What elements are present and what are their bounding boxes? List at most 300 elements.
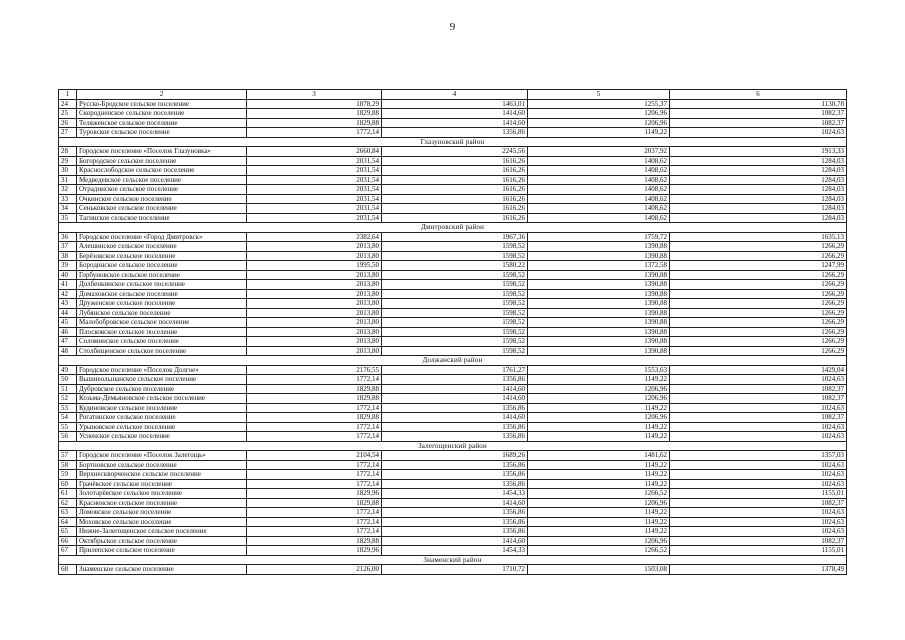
settlement-name-cell: Бородинское сельское поселение: [77, 261, 247, 271]
value-cell-col3: 1772,14: [247, 470, 382, 480]
value-cell-col3: 2013,80: [247, 280, 382, 290]
value-cell-col6: 1155,01: [670, 489, 847, 499]
value-cell-col4: 1356,86: [382, 460, 528, 470]
value-cell-col4: 1598,52: [382, 270, 528, 280]
settlement-name-cell: Золотарёвское сельское поселение: [77, 489, 247, 499]
row-number-cell: 53: [59, 403, 77, 413]
value-cell-col4: 1356,86: [382, 128, 528, 138]
row-number-cell: 46: [59, 327, 77, 337]
value-cell-col3: 2031,54: [247, 175, 382, 185]
settlement-name-cell: Лубянское сельское поселение: [77, 308, 247, 318]
value-cell-col6: 1284,03: [670, 166, 847, 176]
value-cell-col3: 2031,54: [247, 194, 382, 204]
value-cell-col3: 1829,88: [247, 384, 382, 394]
value-cell-col4: 1356,86: [382, 517, 528, 527]
table-row: [59, 536, 847, 546]
value-cell-col5: 1390,88: [528, 280, 670, 290]
value-cell-col4: 1356,86: [382, 375, 528, 385]
table-row: [59, 403, 847, 413]
table-row: [59, 175, 847, 185]
value-cell-col3: 2013,80: [247, 242, 382, 252]
value-cell-col4: 1598,52: [382, 251, 528, 261]
value-cell-col5: 1503,08: [528, 565, 670, 575]
value-cell-col3: 1829,88: [247, 394, 382, 404]
row-number-cell: 59: [59, 470, 77, 480]
table-row: [59, 299, 847, 309]
value-cell-col4: 1710,72: [382, 565, 528, 575]
table-row: [59, 280, 847, 290]
value-cell-col5: 1149,22: [528, 508, 670, 518]
value-cell-col4: 1356,86: [382, 432, 528, 442]
value-cell-col4: 1598,52: [382, 242, 528, 252]
value-cell-col5: 1149,22: [528, 128, 670, 138]
row-number-cell: 41: [59, 280, 77, 290]
table-row: [59, 546, 847, 556]
value-cell-col3: 2031,54: [247, 213, 382, 223]
row-number-cell: 64: [59, 517, 77, 527]
table-row: [59, 413, 847, 423]
value-cell-col4: 1598,52: [382, 308, 528, 318]
value-cell-col5: 1408,62: [528, 185, 670, 195]
value-cell-col6: 1024,63: [670, 460, 847, 470]
table-row: [59, 517, 847, 527]
value-cell-col6: 1266,29: [670, 270, 847, 280]
value-cell-col3: 2013,80: [247, 251, 382, 261]
value-cell-col5: 1266,52: [528, 546, 670, 556]
table-row: [59, 261, 847, 271]
table-row: [59, 394, 847, 404]
row-number-cell: 68: [59, 565, 77, 575]
value-cell-col5: 1206,96: [528, 384, 670, 394]
value-cell-col5: 1149,22: [528, 422, 670, 432]
settlement-name-cell: Урыновское сельское поселение: [77, 422, 247, 432]
value-cell-col4: 1454,33: [382, 489, 528, 499]
value-cell-col6: 1284,03: [670, 175, 847, 185]
value-cell-col6: 1284,03: [670, 156, 847, 166]
district-header-row: [59, 223, 847, 233]
value-cell-col4: 1616,26: [382, 194, 528, 204]
value-cell-col3: 1878,29: [247, 99, 382, 109]
settlement-name-cell: Знаменское сельское поселение: [77, 565, 247, 575]
row-number-cell: 35: [59, 213, 77, 223]
value-cell-col6: 1284,03: [670, 213, 847, 223]
value-cell-col6: 1357,03: [670, 451, 847, 461]
value-cell-col5: 2037,92: [528, 147, 670, 157]
value-cell-col5: 1390,88: [528, 337, 670, 347]
value-cell-col5: 1553,63: [528, 365, 670, 375]
settlement-name-cell: Соломинское сельское поселение: [77, 337, 247, 347]
column-number-1: 1: [59, 90, 77, 100]
value-cell-col4: 1616,26: [382, 213, 528, 223]
value-cell-col6: 1266,29: [670, 251, 847, 261]
table-row: [59, 318, 847, 328]
value-cell-col3: 1829,88: [247, 118, 382, 128]
value-cell-col3: 2660,84: [247, 147, 382, 157]
table-row: [59, 327, 847, 337]
value-cell-col3: 2176,55: [247, 365, 382, 375]
value-cell-col4: 1967,36: [382, 232, 528, 242]
row-number-cell: 48: [59, 346, 77, 356]
row-number-cell: 66: [59, 536, 77, 546]
settlement-name-cell: Дубровское сельское поселение: [77, 384, 247, 394]
row-number-cell: 61: [59, 489, 77, 499]
value-cell-col6: 1378,49: [670, 565, 847, 575]
table-row: [59, 156, 847, 166]
table-row: [59, 118, 847, 128]
settlement-name-cell: Туровское сельское поселение: [77, 128, 247, 138]
row-number-cell: 40: [59, 270, 77, 280]
table-row: [59, 375, 847, 385]
value-cell-col6: 1266,29: [670, 337, 847, 347]
settlement-name-cell: Кудиновское сельское поселение: [77, 403, 247, 413]
value-cell-col3: 2382,64: [247, 232, 382, 242]
value-cell-col3: 1772,14: [247, 422, 382, 432]
value-cell-col6: 1284,03: [670, 204, 847, 214]
district-name: Знаменский район: [59, 555, 847, 565]
settlement-name-cell: Ломовское сельское поселение: [77, 508, 247, 518]
settlement-name-cell: Очкинское сельское поселение: [77, 194, 247, 204]
value-cell-col4: 1463,01: [382, 99, 528, 109]
row-number-cell: 28: [59, 147, 77, 157]
row-number-cell: 62: [59, 498, 77, 508]
value-cell-col5: 1390,88: [528, 308, 670, 318]
value-cell-col6: 1266,29: [670, 308, 847, 318]
value-cell-col6: 1284,03: [670, 185, 847, 195]
value-cell-col6: 1266,29: [670, 280, 847, 290]
value-cell-col4: 1616,26: [382, 156, 528, 166]
value-cell-col6: 1284,03: [670, 194, 847, 204]
district-name: Глазуновский район: [59, 137, 847, 147]
row-number-cell: 51: [59, 384, 77, 394]
value-cell-col4: 1616,26: [382, 175, 528, 185]
table-row: [59, 498, 847, 508]
value-cell-col4: 1580,22: [382, 261, 528, 271]
settlement-name-cell: Друженское сельское поселение: [77, 299, 247, 309]
value-cell-col6: 1266,29: [670, 346, 847, 356]
table-row: [59, 422, 847, 432]
table-row: [59, 289, 847, 299]
value-cell-col4: 1356,86: [382, 527, 528, 537]
value-cell-col5: 1390,88: [528, 299, 670, 309]
settlement-name-cell: Вышнеольшанское сельское поселение: [77, 375, 247, 385]
value-cell-col4: 1414,60: [382, 394, 528, 404]
tariff-table: [58, 89, 847, 575]
settlement-name-cell: Моховское сельское поселение: [77, 517, 247, 527]
row-number-cell: 60: [59, 479, 77, 489]
column-number-6: 6: [670, 90, 847, 100]
column-number-row: [59, 90, 847, 100]
value-cell-col3: 2013,80: [247, 289, 382, 299]
row-number-cell: 33: [59, 194, 77, 204]
row-number-cell: 37: [59, 242, 77, 252]
value-cell-col4: 1598,52: [382, 289, 528, 299]
value-cell-col3: 2013,80: [247, 308, 382, 318]
value-cell-col6: 1266,29: [670, 318, 847, 328]
table-row: [59, 460, 847, 470]
table-row: [59, 337, 847, 347]
row-number-cell: 38: [59, 251, 77, 261]
value-cell-col6: 1082,37: [670, 536, 847, 546]
value-cell-col4: 1598,52: [382, 346, 528, 356]
table-row: [59, 308, 847, 318]
settlement-name-cell: Бортновское сельское поселение: [77, 460, 247, 470]
settlement-name-cell: Нижне-Залегощенское сельское поселение: [77, 527, 247, 537]
table-row: [59, 128, 847, 138]
value-cell-col6: 1130,78: [670, 99, 847, 109]
settlement-name-cell: Долбенкинское сельское поселение: [77, 280, 247, 290]
settlement-name-cell: Горбуновское сельское поселение: [77, 270, 247, 280]
value-cell-col3: 1829,88: [247, 109, 382, 119]
value-cell-col4: 1598,52: [382, 318, 528, 328]
value-cell-col3: 2031,54: [247, 185, 382, 195]
row-number-cell: 27: [59, 128, 77, 138]
row-number-cell: 29: [59, 156, 77, 166]
value-cell-col5: 1206,96: [528, 413, 670, 423]
value-cell-col5: 1255,37: [528, 99, 670, 109]
table-row: [59, 242, 847, 252]
value-cell-col5: 1266,52: [528, 489, 670, 499]
value-cell-col5: 1149,22: [528, 403, 670, 413]
value-cell-col6: 1247,99: [670, 261, 847, 271]
value-cell-col5: 1149,22: [528, 432, 670, 442]
value-cell-col3: 2013,80: [247, 346, 382, 356]
page-number: 9: [449, 21, 456, 33]
column-number-2: 2: [77, 90, 247, 100]
table-row: [59, 365, 847, 375]
value-cell-col4: 1616,26: [382, 166, 528, 176]
value-cell-col3: 1772,14: [247, 432, 382, 442]
value-cell-col5: 1408,62: [528, 156, 670, 166]
value-cell-col3: 1829,96: [247, 489, 382, 499]
value-cell-col6: 1266,29: [670, 242, 847, 252]
settlement-name-cell: Козьма-Демьяновское сельское поселение: [77, 394, 247, 404]
value-cell-col5: 1149,22: [528, 470, 670, 480]
table-body: [59, 90, 847, 575]
value-cell-col5: 1206,96: [528, 394, 670, 404]
value-cell-col3: 2031,54: [247, 204, 382, 214]
value-cell-col4: 1356,86: [382, 422, 528, 432]
settlement-name-cell: Городское поселение «Город Дмитровск»: [77, 232, 247, 242]
settlement-name-cell: Рогатинское сельское поселение: [77, 413, 247, 423]
row-number-cell: 24: [59, 99, 77, 109]
value-cell-col5: 1408,62: [528, 175, 670, 185]
value-cell-col4: 1616,26: [382, 185, 528, 195]
value-cell-col6: 1024,63: [670, 517, 847, 527]
value-cell-col5: 1408,62: [528, 213, 670, 223]
value-cell-col5: 1149,22: [528, 375, 670, 385]
value-cell-col6: 1082,37: [670, 413, 847, 423]
row-number-cell: 56: [59, 432, 77, 442]
table-row: [59, 432, 847, 442]
settlement-name-cell: Плосковское сельское поселение: [77, 327, 247, 337]
value-cell-col6: 1024,63: [670, 403, 847, 413]
value-cell-col5: 1390,88: [528, 327, 670, 337]
table-row: [59, 527, 847, 537]
table-row: [59, 166, 847, 176]
value-cell-col6: 1024,63: [670, 422, 847, 432]
row-number-cell: 31: [59, 175, 77, 185]
value-cell-col5: 1481,62: [528, 451, 670, 461]
value-cell-col3: 1772,14: [247, 375, 382, 385]
row-number-cell: 67: [59, 546, 77, 556]
value-cell-col4: 1414,60: [382, 118, 528, 128]
row-number-cell: 57: [59, 451, 77, 461]
table-row: [59, 251, 847, 261]
value-cell-col3: 1995,50: [247, 261, 382, 271]
district-name: Залегощенский район: [59, 441, 847, 451]
row-number-cell: 49: [59, 365, 77, 375]
settlement-name-cell: Грачёвское сельское поселение: [77, 479, 247, 489]
value-cell-col5: 1408,62: [528, 204, 670, 214]
settlement-name-cell: Городское поселение «Поселок Залегощь»: [77, 451, 247, 461]
table-row: [59, 479, 847, 489]
value-cell-col5: 1149,22: [528, 460, 670, 470]
row-number-cell: 25: [59, 109, 77, 119]
value-cell-col3: 2031,54: [247, 166, 382, 176]
value-cell-col6: 1024,63: [670, 479, 847, 489]
value-cell-col3: 2104,54: [247, 451, 382, 461]
value-cell-col6: 1024,63: [670, 470, 847, 480]
value-cell-col6: 1266,29: [670, 299, 847, 309]
district-name: Должанский район: [59, 356, 847, 366]
settlement-name-cell: Домаховское сельское поселение: [77, 289, 247, 299]
district-header-row: [59, 356, 847, 366]
value-cell-col6: 1024,63: [670, 375, 847, 385]
value-cell-col5: 1149,22: [528, 479, 670, 489]
settlement-name-cell: Медведевское сельское поселение: [77, 175, 247, 185]
value-cell-col5: 1408,62: [528, 194, 670, 204]
value-cell-col3: 1772,14: [247, 403, 382, 413]
value-cell-col5: 1206,96: [528, 498, 670, 508]
row-number-cell: 63: [59, 508, 77, 518]
table-row: [59, 384, 847, 394]
value-cell-col4: 1761,27: [382, 365, 528, 375]
table-row: [59, 213, 847, 223]
value-cell-col5: 1390,88: [528, 270, 670, 280]
table-row: [59, 109, 847, 119]
value-cell-col4: 1356,86: [382, 508, 528, 518]
value-cell-col5: 1390,88: [528, 346, 670, 356]
value-cell-col4: 1414,60: [382, 536, 528, 546]
settlement-name-cell: Красненское сельское поселение: [77, 498, 247, 508]
settlement-name-cell: Скородненское сельское поселение: [77, 109, 247, 119]
settlement-name-cell: Успенское сельское поселение: [77, 432, 247, 442]
settlement-name-cell: Тагинское сельское поселение: [77, 213, 247, 223]
value-cell-col4: 1356,86: [382, 470, 528, 480]
value-cell-col3: 1772,14: [247, 460, 382, 470]
value-cell-col6: 1082,37: [670, 118, 847, 128]
value-cell-col4: 1414,60: [382, 498, 528, 508]
row-number-cell: 43: [59, 299, 77, 309]
settlement-name-cell: Теляженское сельское поселение: [77, 118, 247, 128]
value-cell-col6: 1913,33: [670, 147, 847, 157]
row-number-cell: 39: [59, 261, 77, 271]
value-cell-col4: 1414,60: [382, 413, 528, 423]
settlement-name-cell: Прилепское сельское поселение: [77, 546, 247, 556]
value-cell-col3: 1772,14: [247, 479, 382, 489]
value-cell-col5: 1206,96: [528, 109, 670, 119]
settlement-name-cell: Алешинское сельское поселение: [77, 242, 247, 252]
district-header-row: [59, 137, 847, 147]
value-cell-col4: 1356,86: [382, 479, 528, 489]
table-row: [59, 451, 847, 461]
value-cell-col4: 2245,56: [382, 147, 528, 157]
row-number-cell: 34: [59, 204, 77, 214]
table-row: [59, 565, 847, 575]
row-number-cell: 42: [59, 289, 77, 299]
row-number-cell: 55: [59, 422, 77, 432]
settlement-name-cell: Городское поселение «Поселок Глазуновка»: [77, 147, 247, 157]
district-header-row: [59, 555, 847, 565]
table-row: [59, 194, 847, 204]
column-number-4: 4: [382, 90, 528, 100]
row-number-cell: 30: [59, 166, 77, 176]
value-cell-col6: 1024,63: [670, 508, 847, 518]
settlement-name-cell: Богородское сельское поселение: [77, 156, 247, 166]
table-row: [59, 99, 847, 109]
row-number-cell: 32: [59, 185, 77, 195]
value-cell-col5: 1390,88: [528, 289, 670, 299]
settlement-name-cell: Городское поселение «Поселок Долгое»: [77, 365, 247, 375]
value-cell-col4: 1414,60: [382, 384, 528, 394]
value-cell-col4: 1356,86: [382, 403, 528, 413]
district-header-row: [59, 441, 847, 451]
row-number-cell: 47: [59, 337, 77, 347]
value-cell-col3: 2031,54: [247, 156, 382, 166]
value-cell-col3: 2013,80: [247, 270, 382, 280]
value-cell-col3: 2013,80: [247, 337, 382, 347]
value-cell-col3: 1829,96: [247, 546, 382, 556]
row-number-cell: 54: [59, 413, 77, 423]
value-cell-col5: 1206,96: [528, 536, 670, 546]
row-number-cell: 45: [59, 318, 77, 328]
value-cell-col3: 1829,88: [247, 536, 382, 546]
value-cell-col4: 1454,33: [382, 546, 528, 556]
value-cell-col3: 1772,14: [247, 517, 382, 527]
value-cell-col3: 2013,80: [247, 299, 382, 309]
value-cell-col5: 1149,22: [528, 527, 670, 537]
settlement-name-cell: Русско-Бродское сельское поселение: [77, 99, 247, 109]
value-cell-col6: 1082,37: [670, 109, 847, 119]
value-cell-col5: 1390,88: [528, 251, 670, 261]
value-cell-col4: 1598,52: [382, 327, 528, 337]
row-number-cell: 50: [59, 375, 77, 385]
value-cell-col5: 1149,22: [528, 517, 670, 527]
row-number-cell: 26: [59, 118, 77, 128]
value-cell-col4: 1598,52: [382, 337, 528, 347]
value-cell-col5: 1206,96: [528, 118, 670, 128]
settlement-name-cell: Отрадинское сельское поселение: [77, 185, 247, 195]
table-row: [59, 508, 847, 518]
value-cell-col6: 1266,29: [670, 327, 847, 337]
settlement-name-cell: Малобобровское сельское поселение: [77, 318, 247, 328]
value-cell-col3: 1772,14: [247, 508, 382, 518]
row-number-cell: 58: [59, 460, 77, 470]
settlement-name-cell: Берёзовское сельское поселение: [77, 251, 247, 261]
settlement-name-cell: Столбищенское сельское поселение: [77, 346, 247, 356]
value-cell-col3: 1829,88: [247, 498, 382, 508]
value-cell-col5: 1759,72: [528, 232, 670, 242]
table-row: [59, 147, 847, 157]
table-row: [59, 489, 847, 499]
table-row: [59, 204, 847, 214]
value-cell-col6: 1024,63: [670, 128, 847, 138]
value-cell-col6: 1266,29: [670, 289, 847, 299]
value-cell-col4: 1689,26: [382, 451, 528, 461]
column-number-3: 3: [247, 90, 382, 100]
row-number-cell: 44: [59, 308, 77, 318]
value-cell-col3: 2013,80: [247, 318, 382, 328]
